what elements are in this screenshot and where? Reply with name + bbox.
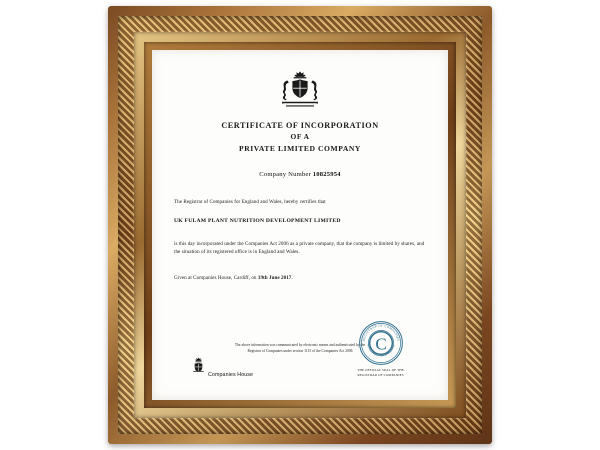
given-prefix: Given at Companies House, Cardiff, on	[174, 275, 258, 282]
registrar-seal-icon	[358, 320, 404, 366]
companies-house-crest-icon	[192, 357, 205, 377]
official-seal	[357, 320, 404, 378]
incorporation-paragraph: is this day incorporated under the Companies Act 2006 as a private company, that the company is limited by shares, and the situation of its registered office is in England and Wales.	[174, 240, 425, 256]
svg-text:C: C	[374, 334, 387, 354]
certificate-title	[174, 120, 426, 154]
seal-caption	[357, 368, 404, 378]
seal-caption-line-1: THE OFFICIAL SEAL OF THE	[357, 368, 404, 373]
companies-house-wordmark: Companies House	[208, 371, 254, 378]
certificate-title-line-3: PRIVATE LIMITED COMPANY	[239, 143, 361, 153]
smallprint-line-1: The above information was communicated by electronic means and authenticated by the	[234, 343, 366, 347]
registrar-statement: The Registrar of Companies for England and Wales, hereby certifies that	[174, 198, 326, 205]
picture-frame	[108, 6, 492, 444]
royal-coat-of-arms-icon	[174, 70, 426, 108]
smallprint-line-2: Registrar of Companies under section 1115 of the Companies Act 2006	[247, 349, 353, 354]
certificate-title-line-2: OF A	[290, 131, 310, 141]
certificate-footer	[192, 320, 412, 378]
company-number-row	[174, 171, 426, 178]
svg-text:REGISTRAR OF COMPANIES: REGISTRAR OF COMPANIES	[361, 323, 401, 342]
certificate-content	[174, 64, 426, 390]
company-number-label: Company Number	[259, 170, 311, 178]
company-number-value: 10825954	[312, 170, 341, 178]
certificate-title-line-1: CERTIFICATE OF INCORPORATION	[221, 121, 379, 130]
svg-text:ENGLAND AND WALES: ENGLAND AND WALES	[366, 343, 396, 358]
given-at-line	[174, 274, 426, 283]
certificate-paper	[152, 50, 448, 400]
companies-house-logo	[192, 357, 253, 378]
company-name: UK FULAM PLANT NUTRITION DEVELOPMENT LIMITED	[174, 217, 341, 224]
seal-caption-line-2: REGISTRAR OF COMPANIES	[357, 373, 404, 378]
given-suffix: .	[291, 275, 293, 282]
given-date: 19th June 2017	[257, 275, 292, 282]
